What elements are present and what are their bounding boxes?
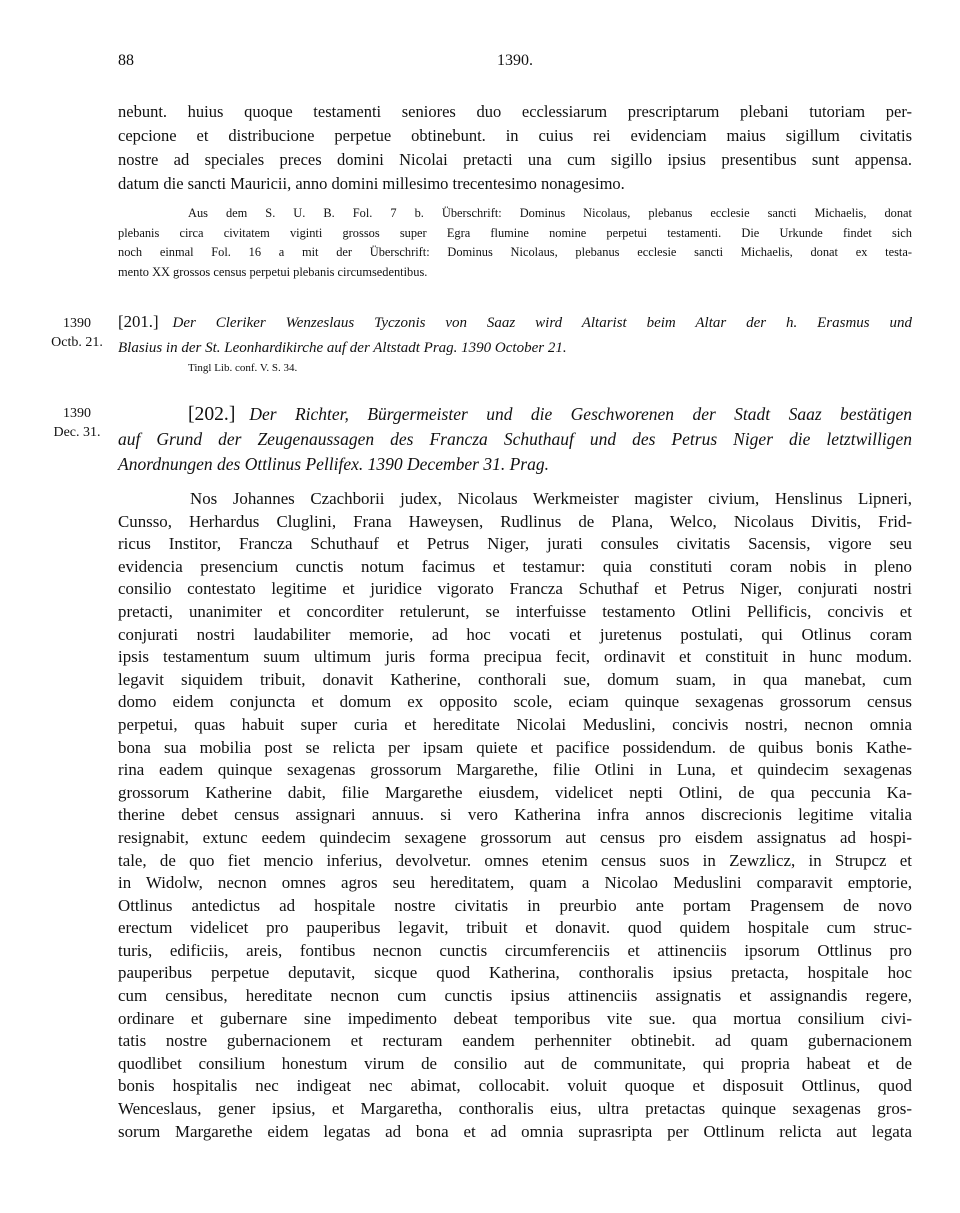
note-line: plebanis circa civitatem viginti grossos super Egra flumine nomine perpetui testamenti. Die Urkunde findet sich <box>118 225 912 240</box>
previous-document-note <box>118 204 912 282</box>
text-line: nebunt. huius quoque testamenti seniores duo ecclessiarum prescriptarum plebani tutoriam per- <box>118 102 912 121</box>
body-line: pauperibus perpetue deputavit, sicque quod Katherina, conthoralis ipsius pretacta, hospitale hoc <box>118 963 912 983</box>
heading-line: Der Cleriker Wenzeslaus Tyczonis von Saaz wird Altarist beim Altar der h. Erasmus und <box>172 315 912 331</box>
text-line: datum die sancti Mauricii, anno domini millesimo trecentesimo nonagesimo. <box>118 174 625 193</box>
body-line: in Widolw, necnon omnes agros seu hereditatem, quam a Nicolao Meduslini comparavit emptorie, <box>118 873 912 893</box>
text-line: nostre ad speciales preces domini Nicolai pretacti una cum sigillo ipsius presentibus sunt appensa. <box>118 150 912 169</box>
body-line: quodlibet consilium honestum virum de consilio aut de communitate, qui propria habeat et de <box>118 1053 912 1073</box>
margin-day: Octb. 21. <box>51 335 103 350</box>
body-line: ricus Institor, Francza Schuthauf et Petrus Niger, jurati consules civitatis Sacensis, vigore seu <box>118 534 912 554</box>
margin-date-202 <box>44 404 110 442</box>
body-line: perpetui, quas habuit super curia et hereditate Nicolai Meduslini, concivis nostri, necnon omnia <box>118 714 912 734</box>
note-line: Aus dem S. U. B. Fol. 7 b. Überschrift: Dominus Nicolaus, plebanus ecclesie sancti Michaelis, donat <box>188 206 912 220</box>
margin-day: Dec. 31. <box>53 425 101 440</box>
heading-line: Anordnungen des Ottlinus Pellifex. 1390 December 31. Prag. <box>118 454 549 474</box>
body-line: therine debet census assignari annuus. si vero Katherina infra annos discrecionis legitime vitalia <box>118 805 912 825</box>
body-line: domo eidem conjuncta et domum ex opposito scole, eciam quinque sexagenas grossorum census <box>118 692 912 712</box>
body-line: Wenceslaus, gener ipsius, et Margaretha, conthoralis eius, ultra pretactas quinque sexagenas gros- <box>118 1099 912 1119</box>
entry-number: [201.] <box>118 312 159 331</box>
entry-202-body <box>118 488 912 1143</box>
body-line: conjurati nostri laudabiliter memorie, ad hoc vocati et juretenus postulati, qui Otlinus coram <box>118 624 912 644</box>
heading-line: Der Richter, Bürgermeister und die Geschworenen der Stadt Saaz bestätigen <box>249 404 912 424</box>
margin-date-201 <box>44 314 110 352</box>
body-line: pretacti, unanimiter et concorditer retulerunt, se interfuisse testamento Otlini Pellificis, concivis et <box>118 601 912 621</box>
body-line: erectum videlicet pro pauperibus legavit, tribuit et donavit. quod quidem hospitale cum struc- <box>118 918 912 938</box>
body-line: bonis hospitalis nec indigeat nec abimat, collocabit. voluit quoque et disposuit Ottlinus, quod <box>118 1076 912 1096</box>
previous-document-text <box>118 100 912 196</box>
note-line: noch einmal Fol. 16 a mit der Überschrift: Dominus Nicolaus, plebanus ecclesie sancti Michaelis, donat ex testa- <box>118 245 912 260</box>
body-line: Cunsso, Herhardus Cluglini, Frana Haweysen, Rudlinus de Plana, Welco, Nicolaus Divitis, Frid- <box>118 511 912 531</box>
body-line: ordinare et gubernare sine impedimento debeat temporibus vite sue. qua mortua consilium civi- <box>118 1008 912 1028</box>
heading-line: Blasius in der St. Leonhardikirche auf der Altstadt Prag. 1390 October 21. <box>118 340 567 356</box>
body-line: grossorum Katherine dabit, filie Margarethe eiusdem, videlicet nepti Otlini, de qua peccunia Ka- <box>118 782 912 802</box>
body-line: rina eadem quinque sexagenas grossorum Margarethe, filie Otlini in Luna, et quindecim sexagenas <box>118 760 912 780</box>
text-line: cepcione et distribucione perpetue obtinebunt. in cuius rei evidenciam maius sigillum civitatis <box>118 126 912 145</box>
heading-line: auf Grund der Zeugenaussagen des Francza Schuthauf und des Petrus Niger die letztwilligen <box>118 429 912 449</box>
page-number: 88 <box>118 52 134 69</box>
body-line: tale, de quo fiet mencio inferius, devolvetur. omnes etenim census suos in Zewzlicz, in Strupcz et <box>118 850 912 870</box>
body-line: resignabit, extunc eedem quindecim sexagene grossorum aut census pro eisdem assignatus ad hospi- <box>118 827 912 847</box>
entry-201-source: Tingl Lib. conf. V. S. 34. <box>188 362 298 374</box>
note-line: mento XX grossos census perpetui plebanis circumsedentibus. <box>118 264 428 279</box>
body-line: ipsis testamentum suum ultimum juris forma precipua fecit, ordinavit et constituit in hunc modum. <box>118 647 912 667</box>
body-line: turis, edificiis, areis, fontibus necnon cunctis circumferenciis et attinenciis ipsorum Ottlinus pro <box>118 940 912 960</box>
body-line: bona sua mobilia post se relicta per ipsam quiete et pacifice possidendum. de quibus bonis Kathe- <box>118 737 912 757</box>
margin-year: 1390 <box>63 406 91 421</box>
entry-number: [202.] <box>188 404 236 425</box>
entry-201-heading <box>118 309 912 361</box>
running-year: 1390. <box>497 52 533 69</box>
body-line: legavit siquidem tribuit, donavit Katherine, conthorali sue, domum suam, in qua manebat, cum <box>118 669 912 689</box>
running-header <box>118 52 912 78</box>
body-line: evidencia presencium cunctis notum facimus et testamur: quia constituti coram nobis in pleno <box>118 556 912 576</box>
body-line: Ottlinus antedictus ad hospitale nostre civitatis in preurbio ante portam Pragensem de novo <box>118 895 912 915</box>
body-line: Nos Johannes Czachborii judex, Nicolaus Werkmeister magister civium, Henslinus Lipneri, <box>190 489 912 508</box>
entry-202-heading <box>118 402 912 477</box>
body-line: tatis nostre gubernacionem et recturam eandem perhenniter obtinebit. ad quam gubernacionem <box>118 1031 912 1051</box>
body-line: cum censibus, hereditate necnon cum cunctis ipsius attinenciis assignatis et assignandis regere, <box>118 986 912 1006</box>
margin-year: 1390 <box>63 316 91 331</box>
body-line: sorum Margarethe eidem legatas ad bona et ad omnia suprasripta per Ottlinum relicta aut legata <box>118 1121 912 1141</box>
body-line: consilio contestato legitime et juridice vigorato Francza Schuthaf et Petrus Niger, conjurati nostri <box>118 579 912 599</box>
